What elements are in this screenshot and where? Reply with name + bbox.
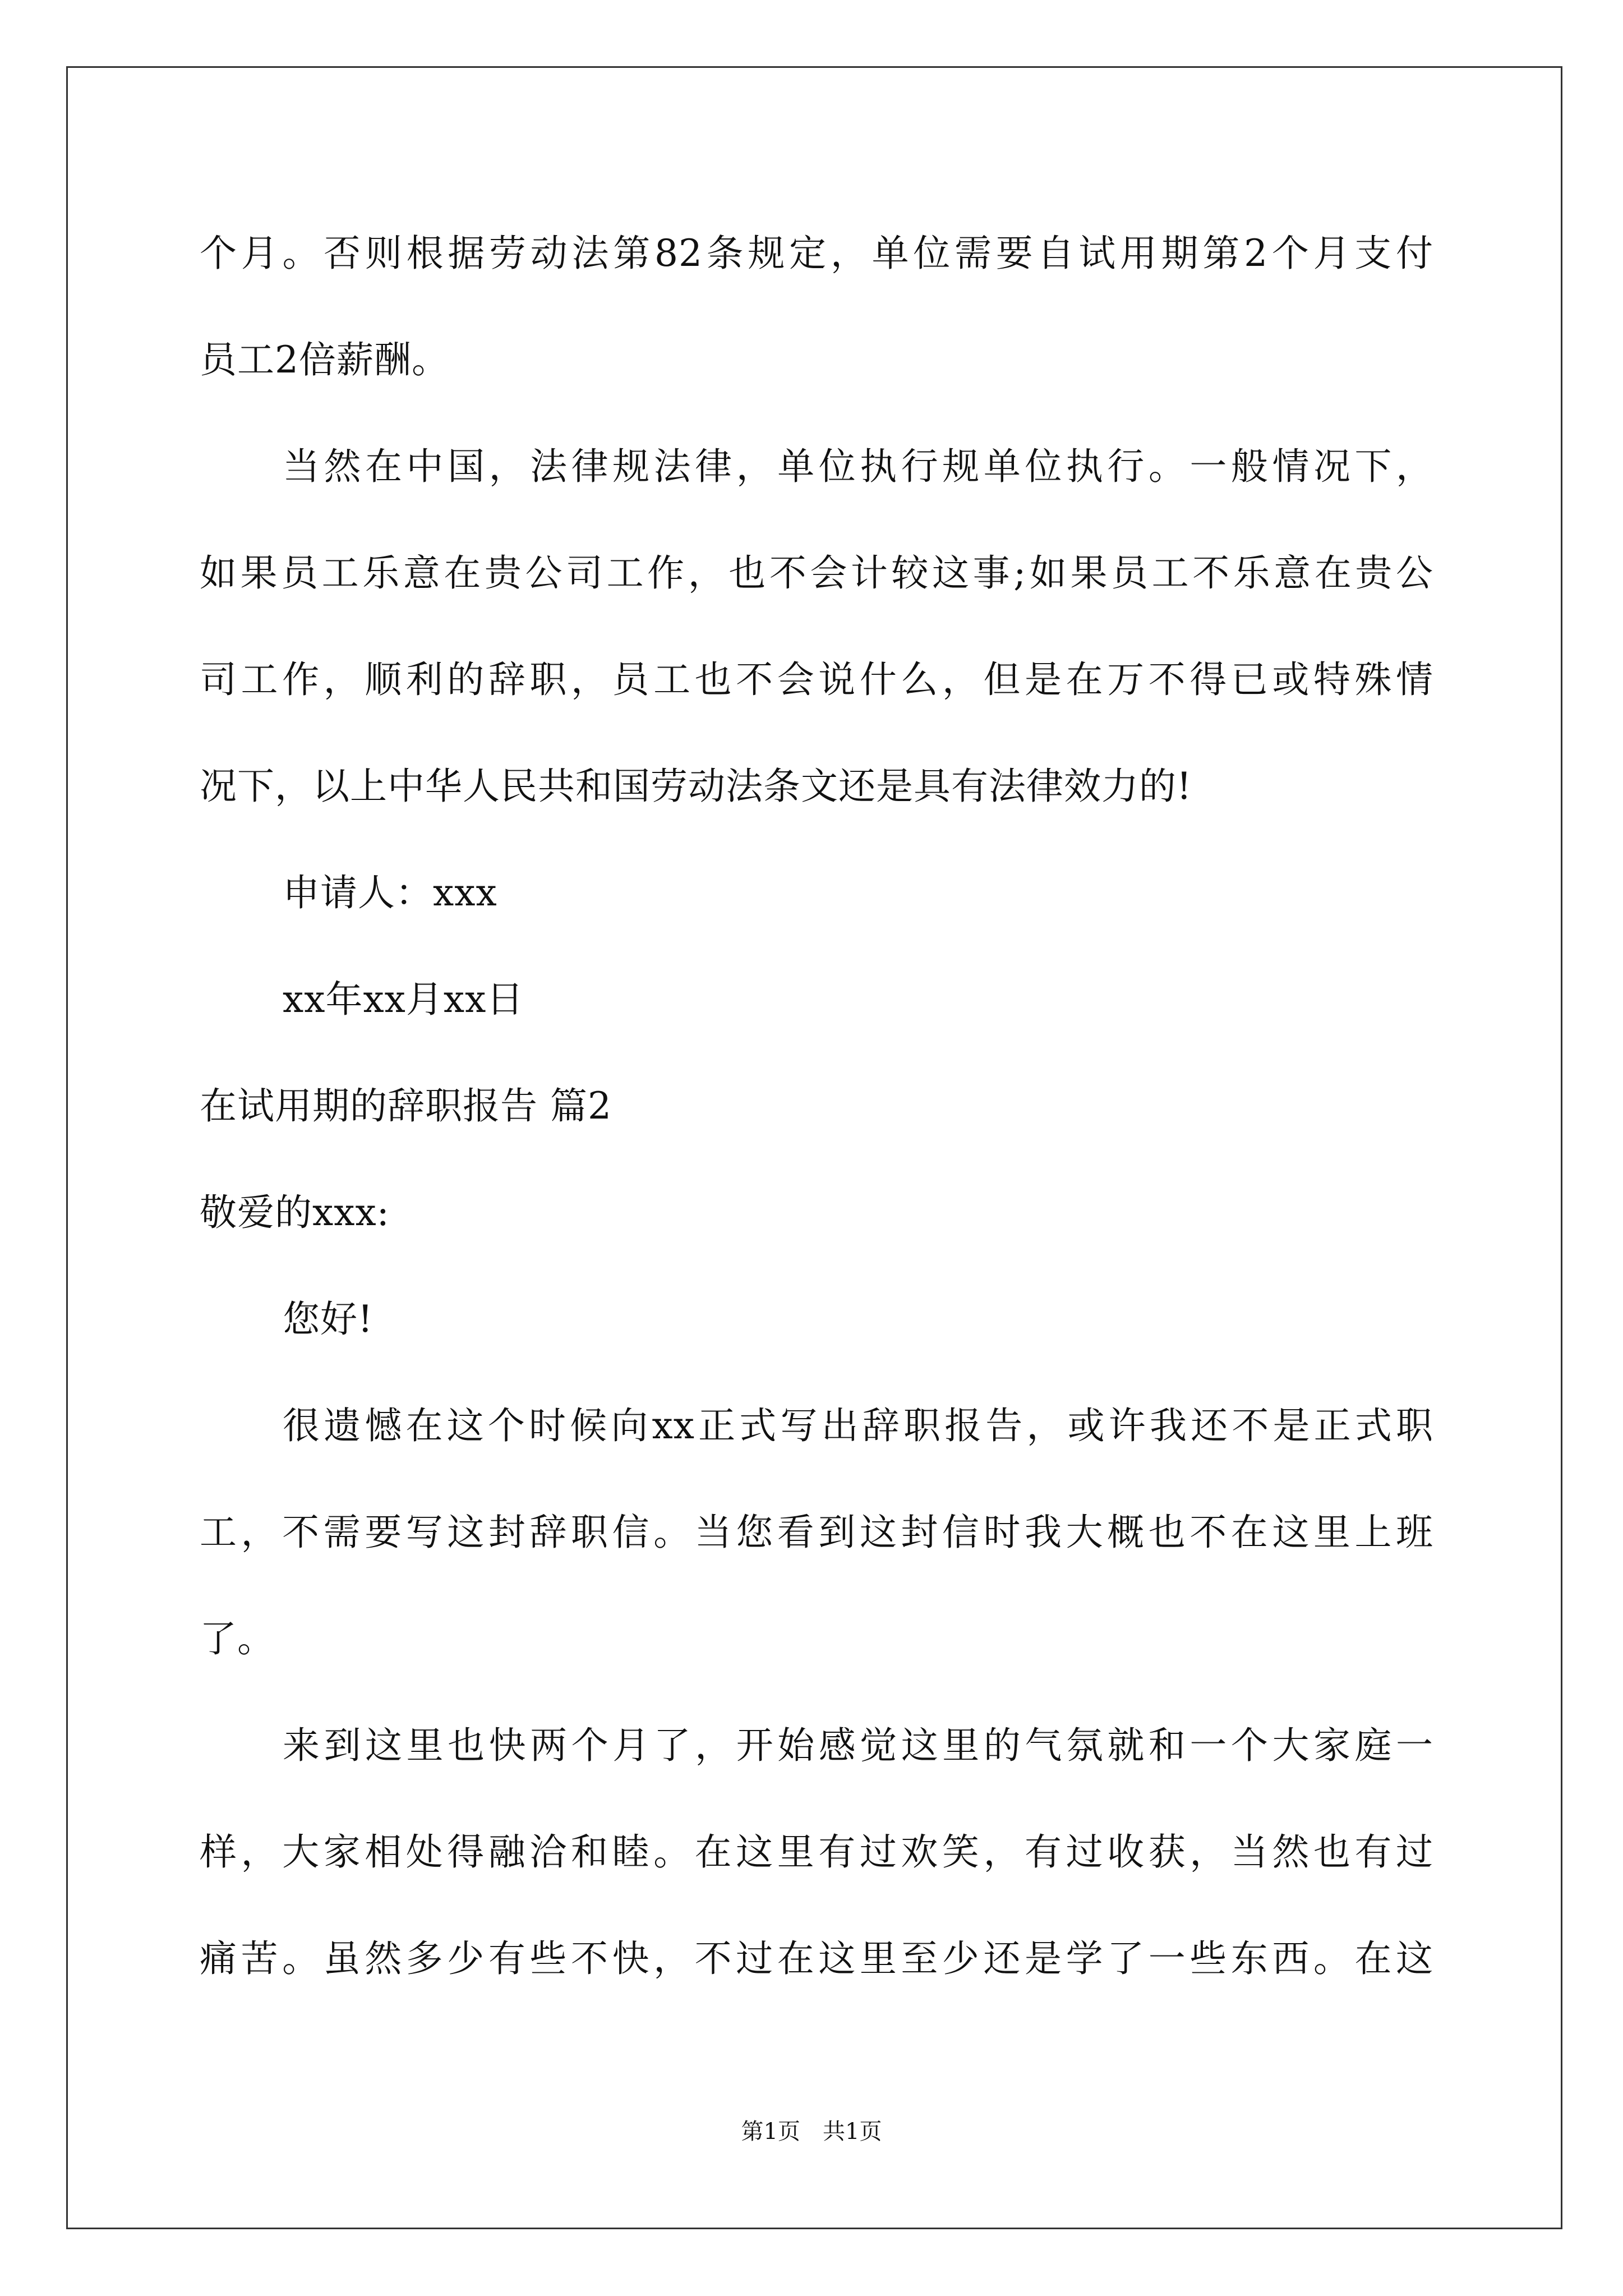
body-line-13: 工，不需要写这封辞职信。当您看到这封信时我大概也不在这里上班 <box>200 1511 1433 1554</box>
body-line-12: 很遗憾在这个时候向xx正式写出辞职报告，或许我还不是正式职 <box>283 1404 1433 1447</box>
greeting: 您好! <box>283 1297 374 1341</box>
date-line: xx年xx月xx日 <box>283 978 524 1021</box>
applicant-line: 申请人：xxx <box>283 871 497 914</box>
salutation: 敬爱的xxx: <box>200 1191 390 1234</box>
page-number-footer: 第1页 共1页 <box>741 2119 882 2145</box>
body-line-17: 痛苦。虽然多少有些不快，不过在这里至少还是学了一些东西。在这 <box>200 1937 1433 1980</box>
body-line-16: 样，大家相处得融洽和睦。在这里有过欢笑，有过收获，当然也有过 <box>200 1830 1433 1874</box>
body-line-1: 个月。否则根据劳动法第82条规定，单位需要自试用期第2个月支付 <box>200 232 1433 275</box>
body-line-5: 司工作，顺利的辞职，员工也不会说什么，但是在万不得已或特殊情 <box>200 658 1433 701</box>
body-line-15: 来到这里也快两个月了，开始感觉这里的气氛就和一个大家庭一 <box>283 1724 1433 1767</box>
body-line-4: 如果员工乐意在贵公司工作，也不会计较这事;如果员工不乐意在贵公 <box>200 551 1433 595</box>
body-line-6: 况下，以上中华人民共和国劳动法条文还是具有法律效力的! <box>200 765 1192 808</box>
page-frame <box>66 66 1562 2229</box>
body-line-2: 员工2倍薪酬。 <box>200 338 449 381</box>
body-line-3: 当然在中国，法律规法律，单位执行规单位执行。一般情况下， <box>283 445 1433 488</box>
section-heading: 在试用期的辞职报告 篇2 <box>200 1084 612 1128</box>
body-line-14: 了。 <box>200 1617 275 1660</box>
